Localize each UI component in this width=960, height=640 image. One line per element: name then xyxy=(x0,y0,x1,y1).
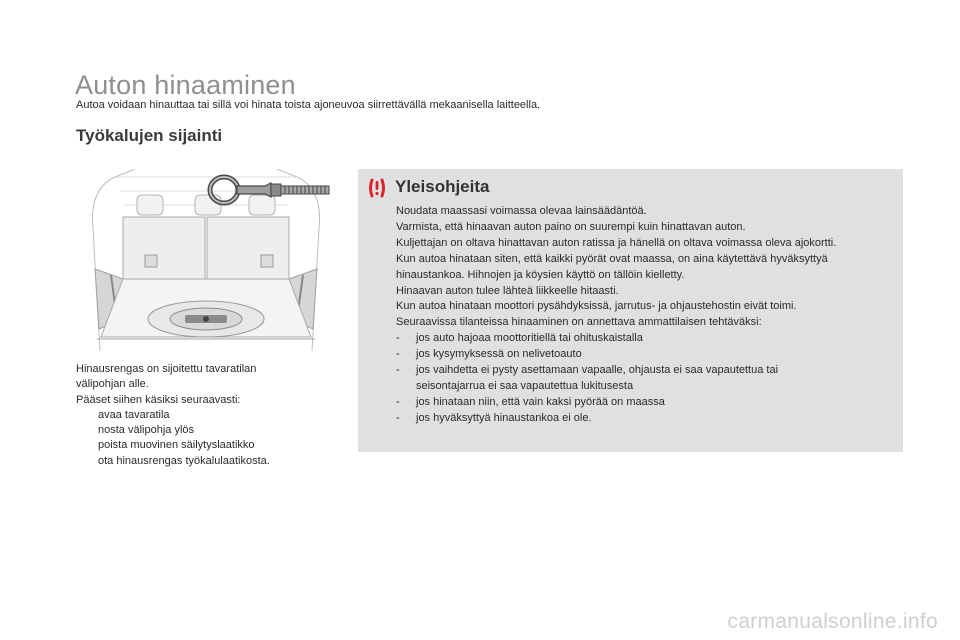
intro-line: Hinausrengas on sijoitettu tavaratilan xyxy=(76,363,257,375)
page-title: Auton hinaaminen xyxy=(75,70,296,100)
instruction-paragraph: Kun autoa hinataan siten, että kaikki pyörät ovat maassa, on aina käytettävä hyväksyttyä xyxy=(396,252,828,265)
condition-item: - jos hyväksyttyä hinaustankoa ei ole. xyxy=(396,411,896,427)
instruction-paragraph: Kuljettajan on oltava hinattavan auton ratissa ja hänellä on oltava voimassa oleva ajokortti. xyxy=(396,236,837,249)
steps-list xyxy=(76,408,326,469)
dash-glyph: - xyxy=(396,348,400,361)
intro-line: Pääset siihen käsiksi seuraavasti: xyxy=(76,393,241,406)
tool-location-instructions xyxy=(76,362,326,469)
general-instructions-panel xyxy=(358,169,903,452)
condition-item: - jos auto hajoaa moottoritiellä tai ohituskaistalla xyxy=(396,331,896,347)
condition-item: - jos vaihdetta ei pysty asettamaan vapaalle, ohjausta ei saa vapautettua tai seisontajarrua ei saa vapautettua lukitusesta xyxy=(396,364,779,392)
dash-glyph: - xyxy=(396,395,400,408)
instruction-paragraph: hinaustankoa. Hihnojen ja köysien käyttö on tällöin kielletty. xyxy=(396,268,685,281)
instruction-paragraph: Noudata maassasi voimassa olevaa lainsäädäntöä. xyxy=(396,205,647,217)
dash-glyph: - xyxy=(396,411,400,424)
watermark: carmanualsonline.info xyxy=(727,610,938,633)
section-heading: Työkalujen sijainti xyxy=(76,126,223,145)
instruction-paragraph: Seuraavissa tilanteissa hinaaminen on annettava ammattilaisen tehtäväksi: xyxy=(396,316,762,329)
warning-exclamation-icon xyxy=(369,178,385,198)
instruction-paragraph: Hinaavan auton tulee lähteä liikkeelle hitaasti. xyxy=(396,284,619,297)
towing-eye-icon xyxy=(205,170,335,214)
dash-glyph: - xyxy=(396,364,400,377)
conditions-list xyxy=(396,331,896,426)
step-item: avaa tavaratila xyxy=(98,408,170,421)
step-item: ota hinausrengas työkalulaatikosta. xyxy=(98,454,270,467)
condition-item: - jos kysymyksessä on nelivetoauto xyxy=(396,347,896,363)
panel-body xyxy=(396,204,896,427)
instruction-paragraph: Varmista, että hinaavan auton paino on suurempi kuin hinattavan auton. xyxy=(396,220,746,233)
condition-item: - jos hinataan niin, että vain kaksi pyörää on maassa xyxy=(396,395,896,411)
panel-title: Yleisohjeita xyxy=(395,177,490,196)
intro-line: välipohjan alle. xyxy=(76,378,149,391)
page-subtitle: Autoa voidaan hinauttaa tai sillä voi hinata toista ajoneuvoa siirrettävällä mekaanisella laitteella. xyxy=(76,99,541,111)
instruction-paragraph: Kun autoa hinataan moottori pysähdyksissä, jarrutus- ja ohjaustehostin eivät toimi. xyxy=(396,300,797,313)
step-item: nosta välipohja ylös xyxy=(98,424,195,437)
step-item: poista muovinen säilytyslaatikko xyxy=(98,439,255,452)
dash-glyph: - xyxy=(396,332,400,345)
